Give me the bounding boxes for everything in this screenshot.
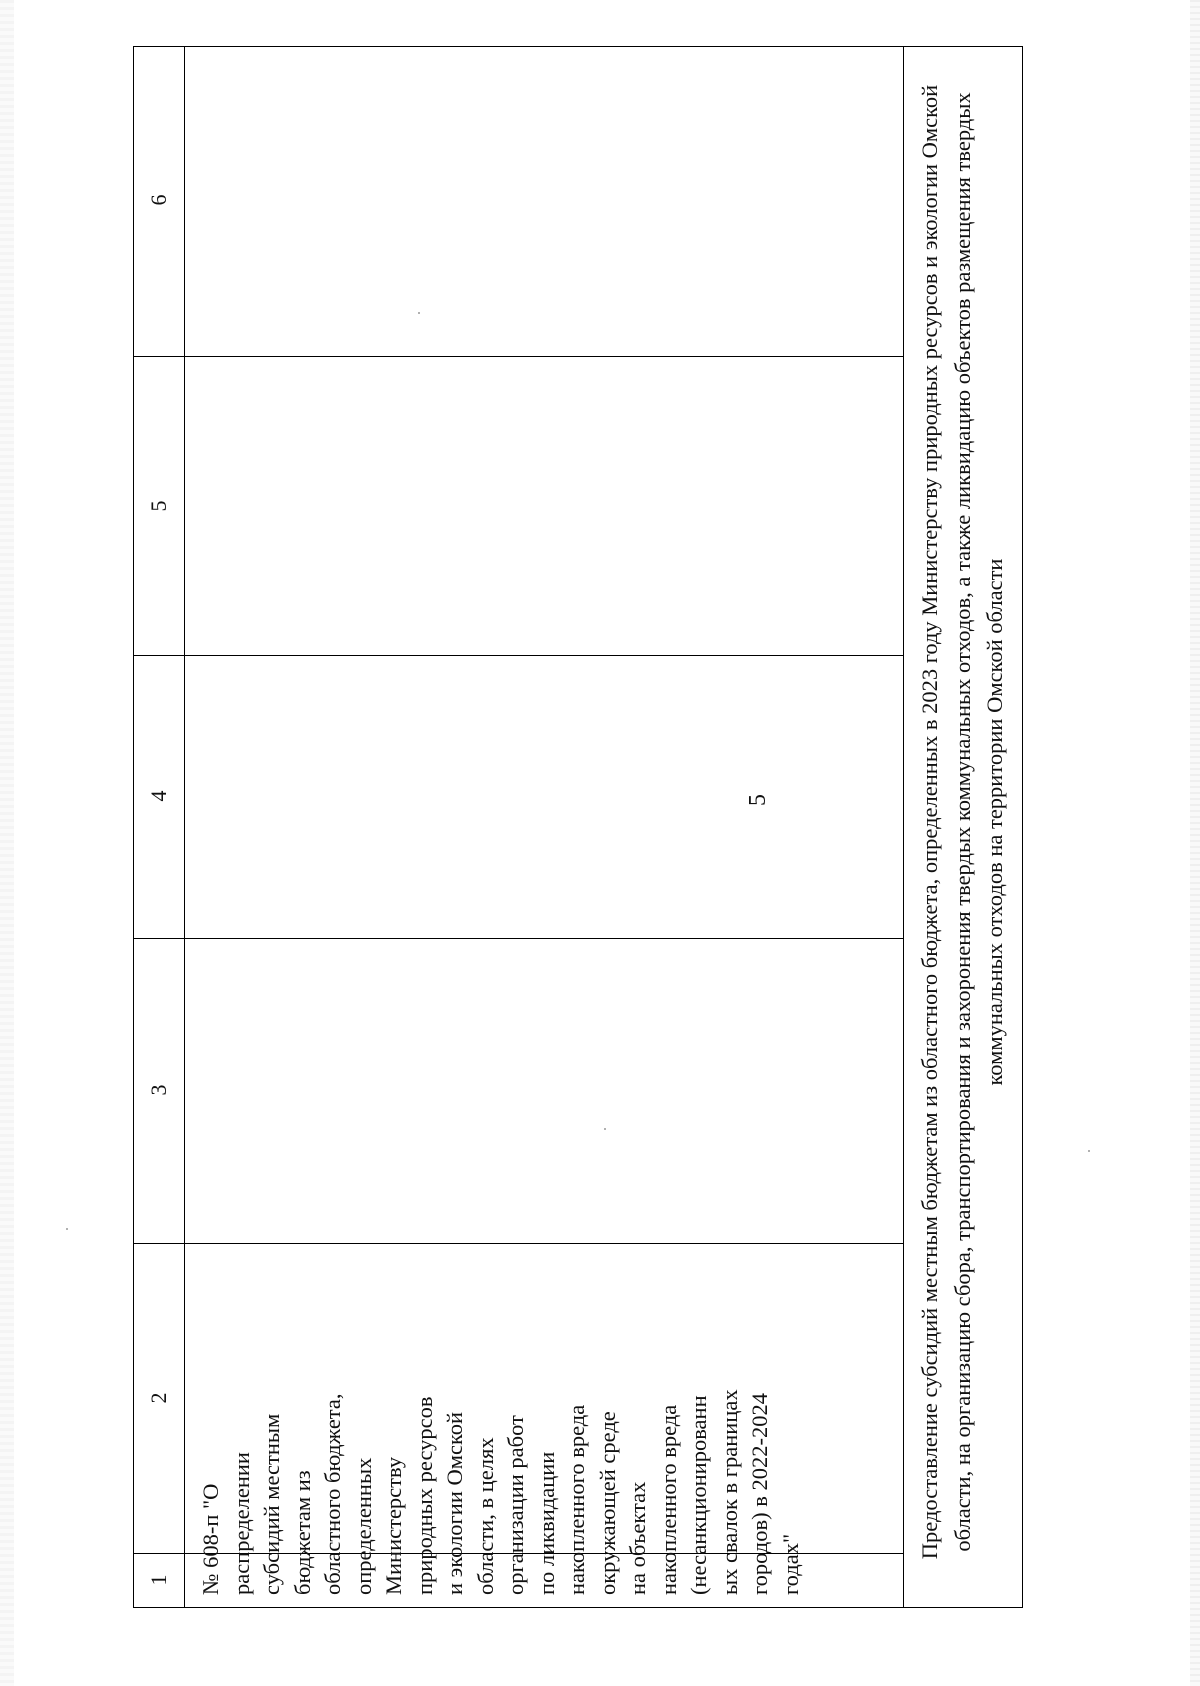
column-divider-5-6 — [133, 356, 903, 357]
merged-row-description: Предоставление субсидий местным бюджетам из областного бюджета, определенных в 2023 году Министерству природных ресурсов и экологии Омской области, на организацию сбора, транспортирования и захоронения твердых коммунальных отходов, а также ликвидацию объектов размещения твердых коммунальных отходов на территории Омской области — [917, 84, 1007, 1560]
page-number: 5 — [745, 794, 771, 806]
scan-edge-left — [0, 0, 14, 1686]
column-2-cell-text: № 608-п "О распределении субсидий местным бюджетам из областного бюджета, определенных Министерству природных ресурсов и экологии Омской области, в целях организации работ по ликвидации накопленного вреда окружающей среде на объектах накопленного вреда (несанкционированн ых свалок в границах городов) в 2022-2024 годах" — [198, 1389, 803, 1595]
column-number-4: 4 — [146, 790, 171, 802]
scan-speck — [418, 312, 420, 314]
scan-edge-right — [1190, 0, 1200, 1686]
scan-speck — [66, 1228, 68, 1230]
merged-row-divider — [903, 46, 904, 1608]
column-divider-4-5 — [133, 655, 903, 656]
column-number-5: 5 — [146, 500, 171, 512]
column-number-2: 2 — [146, 1392, 171, 1404]
scan-speck — [604, 1128, 606, 1130]
column-number-1: 1 — [146, 1574, 171, 1586]
column-divider-3-4 — [133, 938, 903, 939]
column-number-6: 6 — [146, 194, 171, 206]
column-number-3: 3 — [146, 1084, 171, 1096]
header-row-divider — [184, 46, 185, 1608]
scan-speck — [1088, 1150, 1090, 1152]
